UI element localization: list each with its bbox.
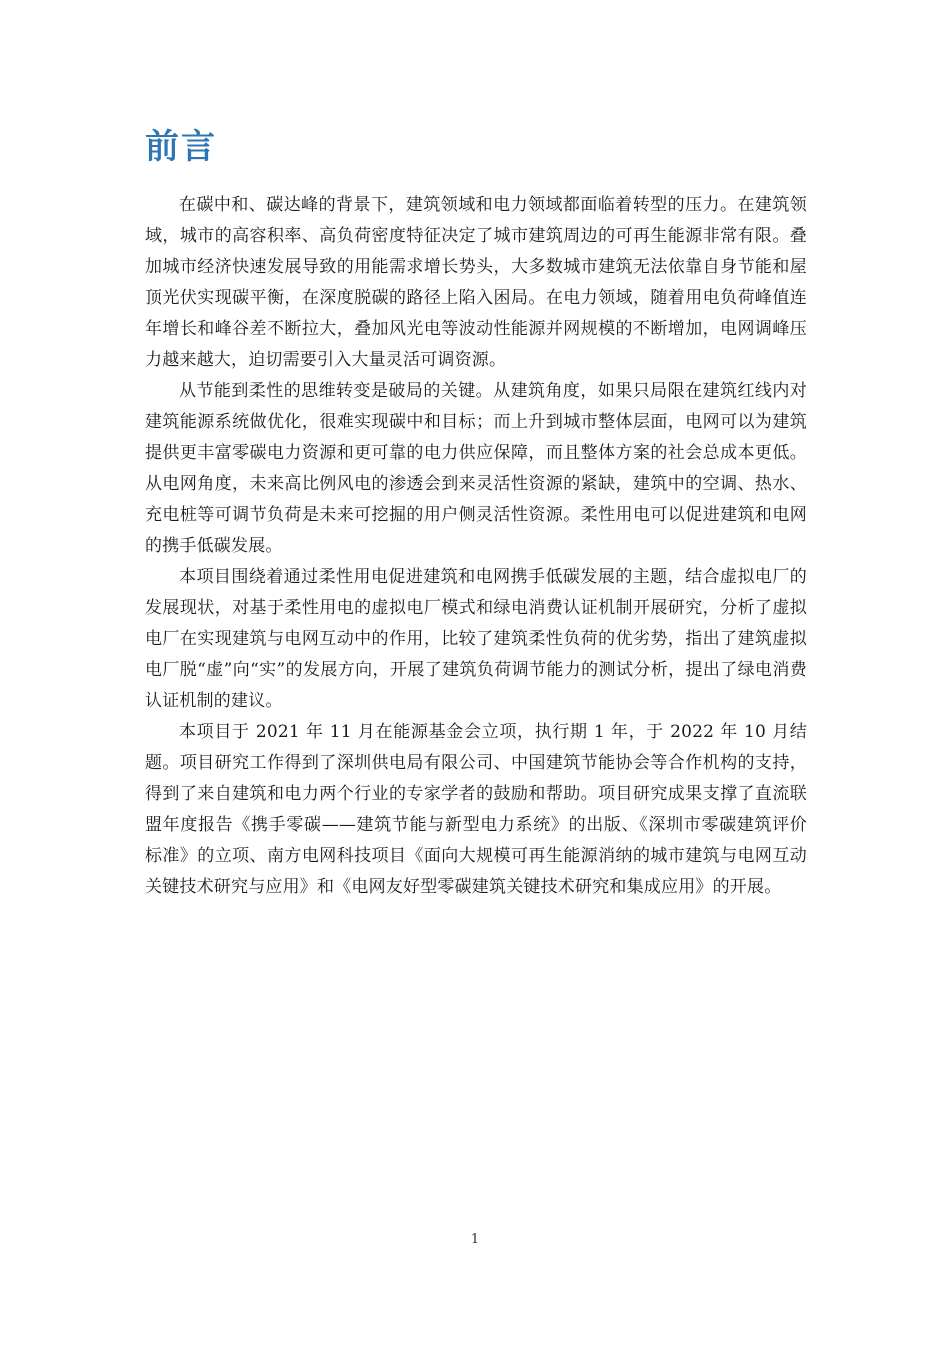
paragraph-3: 本项目围绕着通过柔性用电促进建筑和电网携手低碳发展的主题，结合虚拟电厂的发展现状，对基于柔性用电的虚拟电厂模式和绿电消费认证机制开展研究，分析了虚拟电厂在实现建筑与电网互动中的作用，比较了建筑柔性负荷的优劣势，指出了建筑虚拟电厂脱“虚”向“实”的发展方向，开展了建筑负荷调节能力的测试分析，提出了绿电消费认证机制的建议。 (145, 567, 807, 711)
page-title: 前言 (145, 127, 217, 167)
paragraph-4: 本项目于 2021 年 11 月在能源基金会立项，执行期 1 年，于 2022 年 10 月结题。项目研究工作得到了深圳供电局有限公司、中国建筑节能协会等合作机构的支持，得到了来自建筑和电力两个行业的专家学者的鼓励和帮助。项目研究成果支撑了直流联盟年度报告《携手零碳——建筑节能与新型电力系统》的出版、《深圳市零碳建筑评价标准》的立项、南方电网科技项目《面向大规模可再生能源消纳的城市建筑与电网互动关键技术研究与应用》和《电网友好型零碳建筑关键技术研究和集成应用》的开展。 (145, 722, 807, 897)
paragraph-1: 在碳中和、碳达峰的背景下，建筑领域和电力领域都面临着转型的压力。在建筑领域，城市的高容积率、高负荷密度特征决定了城市建筑周边的可再生能源非常有限。叠加城市经济快速发展导致的用能需求增长势头，大多数城市建筑无法依靠自身节能和屋顶光伏实现碳平衡，在深度脱碳的路径上陷入困局。在电力领域，随着用电负荷峰值连年增长和峰谷差不断拉大，叠加风光电等波动性能源并网规模的不断增加，电网调峰压力越来越大，迫切需要引入大量灵活可调资源。 (145, 195, 807, 370)
body-text (145, 190, 807, 903)
paragraph-2: 从节能到柔性的思维转变是破局的关键。从建筑角度，如果只局限在建筑红线内对建筑能源系统做优化，很难实现碳中和目标；而上升到城市整体层面，电网可以为建筑提供更丰富零碳电力资源和更可靠的电力供应保障，而且整体方案的社会总成本更低。从电网角度，未来高比例风电的渗透会到来灵活性资源的紧缺，建筑中的空调、热水、充电桩等可调节负荷是未来可挖掘的用户侧灵活性资源。柔性用电可以促进建筑和电网的携手低碳发展。 (145, 381, 807, 556)
page-number: 1 (470, 1232, 480, 1247)
